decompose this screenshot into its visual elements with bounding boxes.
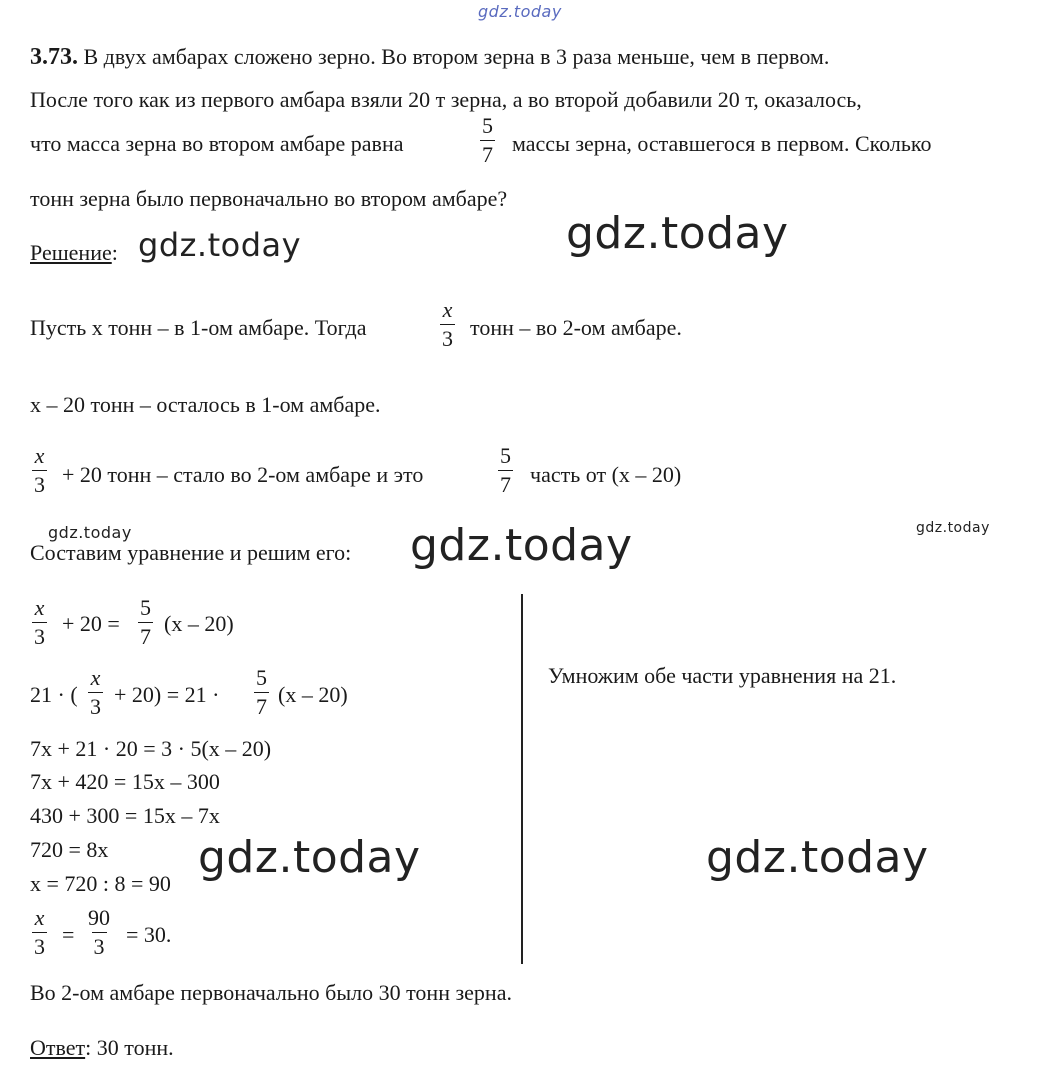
eq-1-mid: + 20 =	[62, 611, 120, 636]
fraction-denominator: 7	[482, 142, 493, 167]
fraction-numerator: 5	[140, 595, 151, 620]
problem-text-1: В двух амбарах сложено зерно. Во втором зерна в 3 раза меньше, чем в первом.	[83, 44, 830, 69]
step-3-fraction-2	[498, 444, 513, 497]
watermark-small-left: gdz.today	[48, 523, 132, 542]
eq-2-pre: 21 · (	[30, 682, 78, 707]
problem-line-1	[30, 44, 829, 70]
watermark-top: gdz.today	[478, 2, 562, 21]
eq-2-post: (x – 20)	[278, 682, 348, 707]
eq-4: 7x + 420 = 15x – 300	[30, 769, 220, 794]
eq-8-equals: =	[62, 922, 75, 947]
step-3-mid: + 20 тонн – стало во 2-ом амбаре и это	[62, 462, 424, 487]
fraction-denominator: 7	[140, 624, 151, 649]
fraction-numerator: 5	[500, 443, 511, 468]
eq-7: x = 720 : 8 = 90	[30, 871, 171, 896]
fraction-numerator: x	[90, 665, 101, 690]
eq-2-fraction-2	[254, 666, 269, 719]
watermark-bottom-left: gdz.today	[198, 832, 421, 883]
watermark-large-top: gdz.today	[566, 208, 789, 259]
eq-2-mid: + 20) = 21 ·	[114, 682, 220, 707]
watermark-solution: gdz.today	[138, 226, 302, 264]
answer-text: : 30 тонн.	[85, 1035, 174, 1060]
problem-line-2: После того как из первого амбара взяли 20 т зерна, а во второй добавили 20 т, оказалось,	[30, 87, 862, 112]
fraction-denominator: 3	[90, 694, 101, 719]
fraction-denominator: 3	[34, 934, 45, 959]
equation-intro: Составим уравнение и решим его:	[30, 540, 352, 565]
eq-1-fraction	[32, 596, 47, 649]
answer-label: Ответ	[30, 1035, 86, 1060]
step-3-fraction	[32, 444, 47, 497]
answer	[30, 1035, 174, 1061]
eq-3: 7x + 21 · 20 = 3 · 5(x – 20)	[30, 736, 272, 761]
problem-number: 3.73.	[30, 44, 78, 70]
problem-line-3-post: массы зерна, оставшегося в первом. Сколько	[512, 131, 932, 156]
problem-line-3-pre: что масса зерна во втором амбаре равна	[30, 131, 404, 156]
step-3-post: часть от (x – 20)	[530, 462, 682, 487]
step-1-pre: Пусть х тонн – в 1-ом амбаре. Тогда	[30, 315, 367, 340]
problem-fraction	[480, 114, 495, 167]
solution-label: Решение	[30, 240, 112, 265]
fraction-numerator: x	[442, 297, 453, 322]
conclusion: Во 2-ом амбаре первоначально было 30 тонн зерна.	[30, 980, 512, 1005]
fraction-denominator: 3	[442, 326, 453, 351]
eq-5: 430 + 300 = 15x – 7x	[30, 803, 220, 828]
watermark-small-right: gdz.today	[916, 520, 990, 536]
fraction-denominator: 3	[34, 624, 45, 649]
side-note: Умножим обе части уравнения на 21.	[548, 663, 897, 688]
eq-2-fraction	[88, 666, 103, 719]
eq-8-post: = 30.	[126, 922, 172, 947]
fraction-numerator: x	[34, 905, 45, 930]
eq-1-fraction-2	[138, 596, 153, 649]
step-2: х – 20 тонн – осталось в 1-ом амбаре.	[30, 392, 381, 417]
eq-1-post: (x – 20)	[164, 611, 234, 636]
step-1-fraction	[440, 298, 455, 351]
fraction-numerator: 5	[256, 665, 267, 690]
eq-6: 720 = 8x	[30, 837, 109, 862]
watermark-equation: gdz.today	[410, 520, 633, 571]
watermark-bottom-right: gdz.today	[706, 832, 929, 883]
step-1-post: тонн – во 2-ом амбаре.	[470, 315, 682, 340]
solution-heading	[30, 240, 118, 266]
solution-colon: :	[111, 240, 118, 265]
fraction-numerator: x	[34, 443, 45, 468]
fraction-numerator: x	[34, 595, 45, 620]
fraction-denominator: 7	[500, 472, 511, 497]
fraction-denominator: 3	[93, 934, 105, 959]
fraction-denominator: 7	[256, 694, 267, 719]
eq-8-fraction	[32, 906, 47, 959]
problem-line-4: тонн зерна было первоначально во втором амбаре?	[30, 186, 508, 211]
fraction-numerator: 90	[88, 905, 110, 930]
eq-8-fraction-2	[86, 906, 112, 959]
column-divider	[521, 594, 523, 964]
fraction-numerator: 5	[482, 113, 493, 138]
fraction-denominator: 3	[34, 472, 45, 497]
